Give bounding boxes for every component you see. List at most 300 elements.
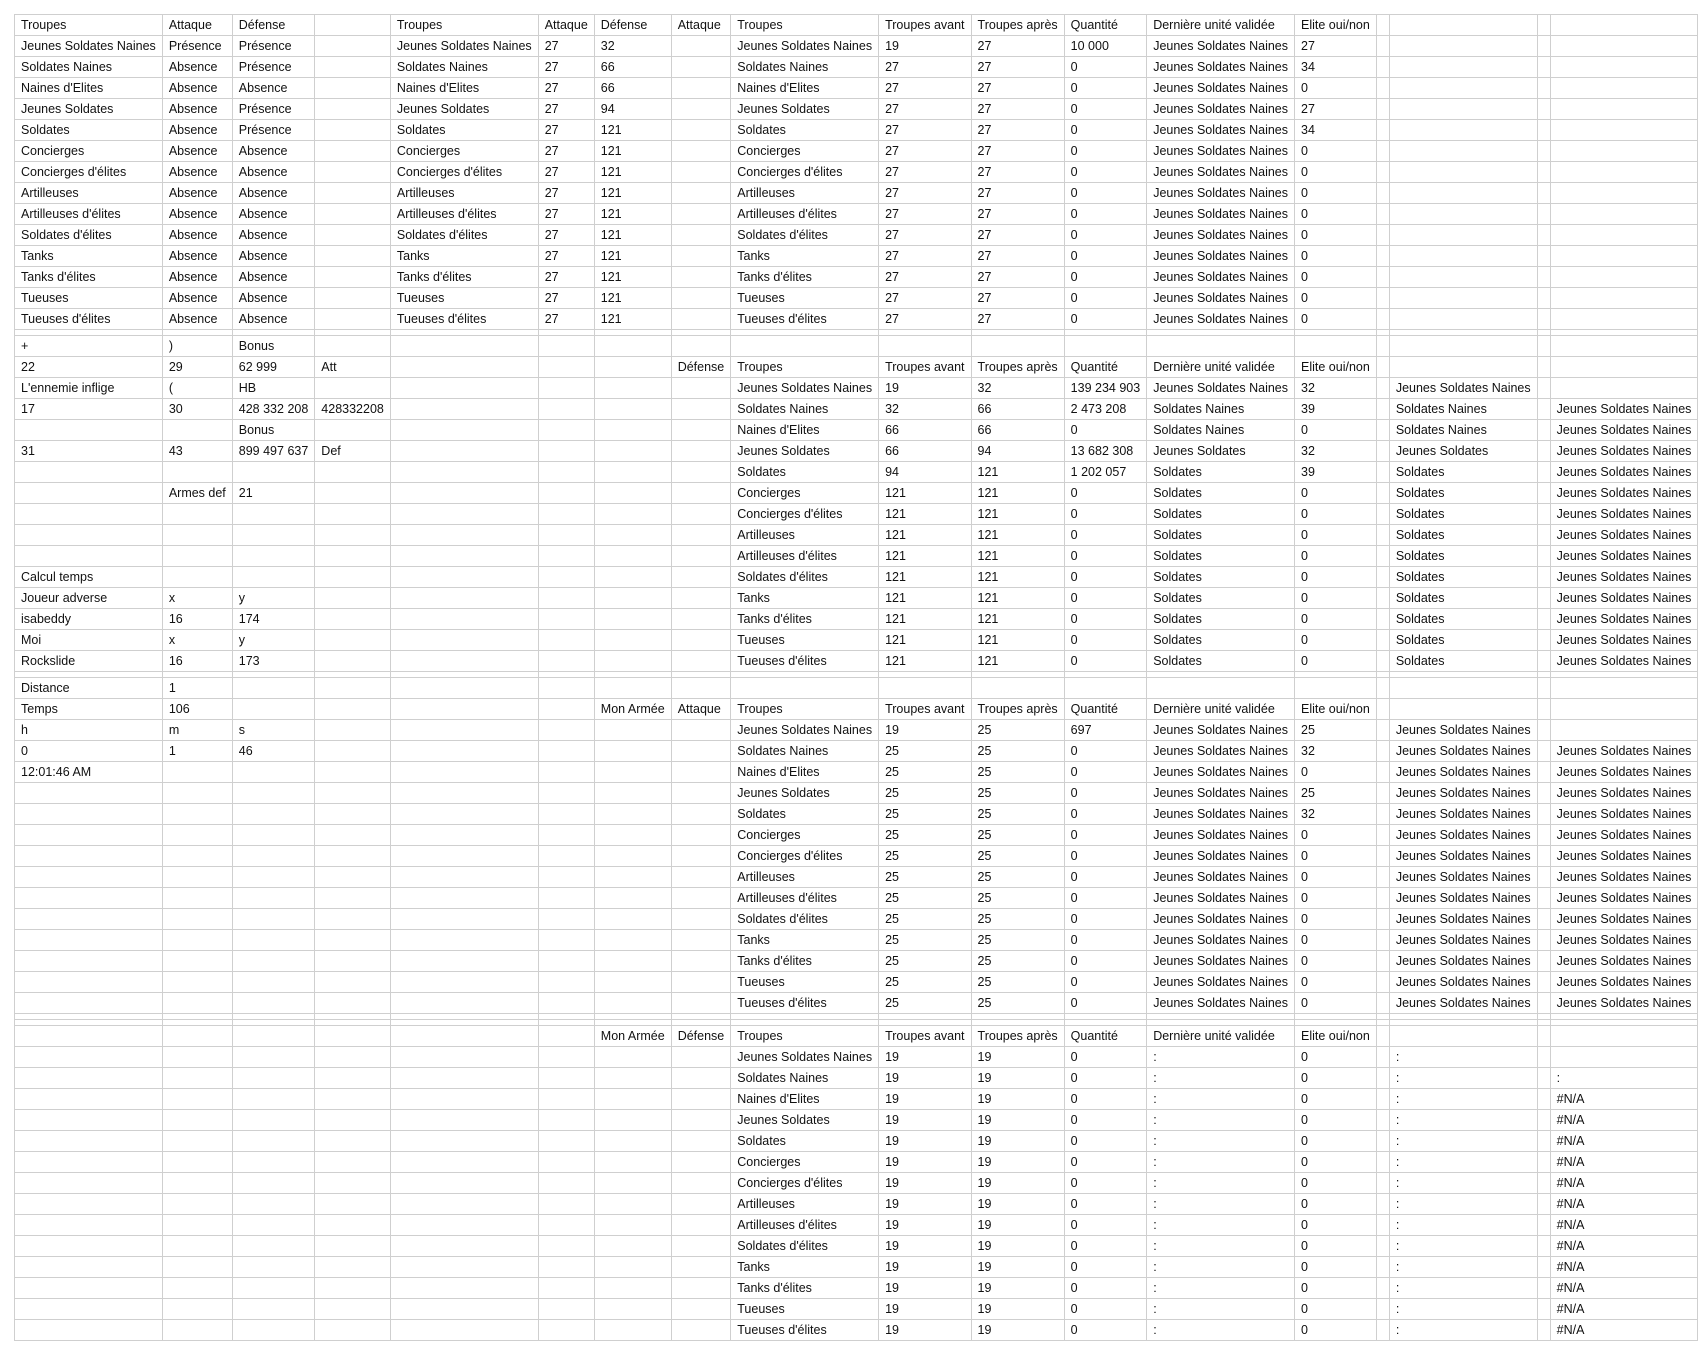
sheet-cell[interactable]: 25	[971, 972, 1064, 993]
sheet-cell[interactable]: 19	[879, 1215, 971, 1236]
sheet-cell[interactable]: 27	[879, 183, 971, 204]
sheet-cell[interactable]: 19	[879, 1152, 971, 1173]
sheet-cell[interactable]: Jeunes Soldates	[731, 1110, 879, 1131]
sheet-cell[interactable]	[390, 420, 538, 441]
sheet-cell[interactable]	[594, 378, 671, 399]
sheet-cell[interactable]	[538, 483, 594, 504]
sheet-cell[interactable]: 27	[971, 246, 1064, 267]
sheet-cell[interactable]: 19	[879, 720, 971, 741]
sheet-cell[interactable]	[162, 525, 232, 546]
sheet-cell[interactable]	[1376, 1299, 1389, 1320]
sheet-cell[interactable]: 32	[594, 36, 671, 57]
sheet-cell[interactable]: 121	[879, 609, 971, 630]
sheet-cell[interactable]	[1376, 825, 1389, 846]
sheet-cell[interactable]	[1537, 525, 1550, 546]
sheet-cell[interactable]: Jeunes Soldates Naines	[1550, 651, 1698, 672]
sheet-cell[interactable]	[15, 930, 163, 951]
sheet-cell[interactable]: 0	[1295, 1278, 1377, 1299]
sheet-cell[interactable]: 25	[879, 888, 971, 909]
sheet-cell[interactable]: 19	[879, 1299, 971, 1320]
sheet-cell[interactable]	[1389, 267, 1537, 288]
sheet-cell[interactable]	[538, 930, 594, 951]
sheet-cell[interactable]: :	[1389, 1194, 1537, 1215]
sheet-cell[interactable]: Jeunes Soldates Naines	[1550, 804, 1698, 825]
sheet-cell[interactable]: 0	[1295, 267, 1377, 288]
sheet-cell[interactable]	[390, 1047, 538, 1068]
sheet-cell[interactable]: Troupes	[390, 15, 538, 36]
sheet-cell[interactable]: Tanks d'élites	[731, 951, 879, 972]
sheet-cell[interactable]: Jeunes Soldates Naines	[1550, 567, 1698, 588]
sheet-cell[interactable]	[232, 1299, 315, 1320]
sheet-cell[interactable]	[390, 630, 538, 651]
sheet-cell[interactable]	[1147, 336, 1295, 357]
sheet-cell[interactable]: Quantité	[1064, 1026, 1147, 1047]
sheet-cell[interactable]	[538, 1215, 594, 1236]
sheet-cell[interactable]: 25	[971, 762, 1064, 783]
sheet-cell[interactable]: 0	[1064, 1194, 1147, 1215]
sheet-cell[interactable]: Attaque	[671, 15, 731, 36]
sheet-cell[interactable]	[1389, 204, 1537, 225]
sheet-cell[interactable]: #N/A	[1550, 1194, 1698, 1215]
sheet-cell[interactable]	[15, 1026, 163, 1047]
sheet-cell[interactable]: Absence	[232, 204, 315, 225]
sheet-cell[interactable]	[671, 1173, 731, 1194]
sheet-cell[interactable]: 32	[1295, 378, 1377, 399]
sheet-cell[interactable]	[594, 1236, 671, 1257]
sheet-cell[interactable]	[538, 1194, 594, 1215]
sheet-cell[interactable]	[1537, 783, 1550, 804]
sheet-cell[interactable]: Soldates Naines	[731, 741, 879, 762]
sheet-cell[interactable]: 0	[1064, 630, 1147, 651]
sheet-cell[interactable]	[315, 1152, 391, 1173]
sheet-cell[interactable]: Troupes après	[971, 699, 1064, 720]
sheet-cell[interactable]	[671, 120, 731, 141]
sheet-cell[interactable]	[232, 825, 315, 846]
sheet-cell[interactable]: Quantité	[1064, 699, 1147, 720]
sheet-cell[interactable]: 0	[1064, 267, 1147, 288]
sheet-cell[interactable]	[538, 1047, 594, 1068]
sheet-cell[interactable]	[390, 546, 538, 567]
sheet-cell[interactable]: 27	[538, 204, 594, 225]
sheet-cell[interactable]	[162, 1089, 232, 1110]
sheet-cell[interactable]	[538, 762, 594, 783]
sheet-cell[interactable]: 25	[971, 846, 1064, 867]
sheet-cell[interactable]: 19	[971, 1068, 1064, 1089]
sheet-cell[interactable]: 0	[1064, 951, 1147, 972]
sheet-cell[interactable]	[594, 483, 671, 504]
sheet-cell[interactable]	[1537, 567, 1550, 588]
sheet-cell[interactable]: 46	[232, 741, 315, 762]
sheet-cell[interactable]: Artilleuses d'élites	[15, 204, 163, 225]
sheet-cell[interactable]: 19	[879, 1173, 971, 1194]
sheet-cell[interactable]	[1537, 225, 1550, 246]
sheet-cell[interactable]: Tueuses d'élites	[731, 651, 879, 672]
sheet-cell[interactable]: Jeunes Soldates Naines	[1147, 888, 1295, 909]
sheet-cell[interactable]	[594, 1173, 671, 1194]
sheet-cell[interactable]: 19	[879, 1089, 971, 1110]
sheet-cell[interactable]: Absence	[232, 225, 315, 246]
sheet-cell[interactable]	[315, 567, 391, 588]
sheet-cell[interactable]	[671, 651, 731, 672]
sheet-cell[interactable]: Troupes avant	[879, 1026, 971, 1047]
sheet-cell[interactable]: 0	[1064, 1257, 1147, 1278]
sheet-cell[interactable]: Artilleuses	[731, 183, 879, 204]
sheet-cell[interactable]	[232, 1194, 315, 1215]
sheet-cell[interactable]	[390, 1152, 538, 1173]
sheet-cell[interactable]	[315, 762, 391, 783]
sheet-cell[interactable]: Jeunes Soldates Naines	[1389, 378, 1537, 399]
sheet-cell[interactable]: 0	[1295, 1110, 1377, 1131]
sheet-cell[interactable]: 27	[538, 120, 594, 141]
sheet-cell[interactable]: Soldates	[731, 120, 879, 141]
sheet-cell[interactable]	[315, 378, 391, 399]
sheet-cell[interactable]	[1537, 741, 1550, 762]
sheet-cell[interactable]	[594, 1215, 671, 1236]
sheet-cell[interactable]	[671, 993, 731, 1014]
sheet-cell[interactable]	[538, 825, 594, 846]
sheet-cell[interactable]	[1376, 783, 1389, 804]
sheet-cell[interactable]: Absence	[162, 120, 232, 141]
sheet-cell[interactable]: Absence	[162, 162, 232, 183]
sheet-cell[interactable]: 27	[538, 309, 594, 330]
sheet-cell[interactable]	[1389, 36, 1537, 57]
sheet-cell[interactable]	[1537, 120, 1550, 141]
sheet-cell[interactable]: 121	[594, 267, 671, 288]
sheet-cell[interactable]: Soldates Naines	[1147, 420, 1295, 441]
sheet-cell[interactable]	[538, 588, 594, 609]
sheet-cell[interactable]: 0	[1064, 972, 1147, 993]
sheet-cell[interactable]	[538, 678, 594, 699]
sheet-cell[interactable]	[1376, 867, 1389, 888]
sheet-cell[interactable]	[594, 1257, 671, 1278]
sheet-cell[interactable]: Jeunes Soldates Naines	[1147, 162, 1295, 183]
sheet-cell[interactable]	[1550, 336, 1698, 357]
sheet-cell[interactable]: Concierges	[731, 141, 879, 162]
sheet-cell[interactable]	[315, 246, 391, 267]
sheet-cell[interactable]: 32	[1295, 804, 1377, 825]
sheet-cell[interactable]	[1537, 483, 1550, 504]
sheet-cell[interactable]	[1376, 1131, 1389, 1152]
sheet-cell[interactable]	[1550, 78, 1698, 99]
sheet-cell[interactable]	[232, 972, 315, 993]
sheet-cell[interactable]	[671, 1194, 731, 1215]
sheet-cell[interactable]	[315, 1278, 391, 1299]
sheet-cell[interactable]	[594, 909, 671, 930]
sheet-cell[interactable]: :	[1147, 1152, 1295, 1173]
sheet-cell[interactable]	[390, 1299, 538, 1320]
sheet-cell[interactable]	[1376, 267, 1389, 288]
sheet-cell[interactable]: Soldates Naines	[15, 57, 163, 78]
sheet-cell[interactable]: :	[1389, 1257, 1537, 1278]
sheet-cell[interactable]	[594, 1278, 671, 1299]
sheet-cell[interactable]	[315, 993, 391, 1014]
sheet-cell[interactable]: Elite oui/non	[1295, 1026, 1377, 1047]
sheet-cell[interactable]: y	[232, 588, 315, 609]
sheet-cell[interactable]: Soldates	[731, 804, 879, 825]
sheet-cell[interactable]: 19	[971, 1089, 1064, 1110]
sheet-cell[interactable]	[671, 1152, 731, 1173]
sheet-cell[interactable]: 19	[971, 1047, 1064, 1068]
sheet-cell[interactable]	[1537, 57, 1550, 78]
sheet-cell[interactable]: 27	[538, 246, 594, 267]
sheet-cell[interactable]: Jeunes Soldates Naines	[1389, 972, 1537, 993]
sheet-cell[interactable]	[671, 183, 731, 204]
sheet-cell[interactable]	[671, 846, 731, 867]
sheet-cell[interactable]: Troupes après	[971, 1026, 1064, 1047]
sheet-cell[interactable]: 25	[879, 993, 971, 1014]
sheet-cell[interactable]: 121	[971, 483, 1064, 504]
sheet-cell[interactable]	[315, 1089, 391, 1110]
sheet-cell[interactable]: 25	[971, 993, 1064, 1014]
sheet-cell[interactable]: Attaque	[538, 15, 594, 36]
sheet-cell[interactable]: 428 332 208	[232, 399, 315, 420]
sheet-cell[interactable]: Soldates	[1389, 546, 1537, 567]
sheet-cell[interactable]: Soldates	[1147, 525, 1295, 546]
sheet-cell[interactable]: Jeunes Soldates Naines	[1550, 546, 1698, 567]
sheet-cell[interactable]: 43	[162, 441, 232, 462]
sheet-cell[interactable]	[1537, 804, 1550, 825]
sheet-cell[interactable]: 32	[879, 399, 971, 420]
sheet-cell[interactable]: Jeunes Soldates Naines	[1147, 762, 1295, 783]
sheet-cell[interactable]	[15, 525, 163, 546]
sheet-cell[interactable]: #N/A	[1550, 1257, 1698, 1278]
sheet-cell[interactable]	[1376, 1152, 1389, 1173]
sheet-cell[interactable]: Soldates Naines	[1147, 399, 1295, 420]
sheet-cell[interactable]: #N/A	[1550, 1299, 1698, 1320]
sheet-cell[interactable]	[1389, 225, 1537, 246]
sheet-cell[interactable]: 25	[971, 783, 1064, 804]
sheet-cell[interactable]: 27	[879, 78, 971, 99]
sheet-cell[interactable]: 39	[1295, 462, 1377, 483]
sheet-cell[interactable]: Jeunes Soldates Naines	[1550, 399, 1698, 420]
sheet-cell[interactable]: 27	[971, 36, 1064, 57]
sheet-cell[interactable]: Troupes	[731, 15, 879, 36]
sheet-cell[interactable]: 0	[1295, 972, 1377, 993]
sheet-cell[interactable]	[1537, 1257, 1550, 1278]
sheet-cell[interactable]	[1537, 162, 1550, 183]
sheet-cell[interactable]: 27	[538, 267, 594, 288]
sheet-cell[interactable]: Soldates	[15, 120, 163, 141]
sheet-cell[interactable]: Dernière unité validée	[1147, 15, 1295, 36]
sheet-cell[interactable]: 25	[879, 951, 971, 972]
sheet-cell[interactable]	[1376, 846, 1389, 867]
sheet-cell[interactable]: Jeunes Soldates Naines	[1147, 246, 1295, 267]
sheet-cell[interactable]	[1376, 483, 1389, 504]
sheet-cell[interactable]	[1376, 993, 1389, 1014]
sheet-cell[interactable]	[390, 357, 538, 378]
sheet-cell[interactable]: 121	[971, 630, 1064, 651]
sheet-cell[interactable]: Def	[315, 441, 391, 462]
sheet-cell[interactable]: 121	[879, 630, 971, 651]
sheet-cell[interactable]	[671, 1236, 731, 1257]
sheet-cell[interactable]: 0	[1295, 1215, 1377, 1236]
sheet-cell[interactable]	[538, 804, 594, 825]
sheet-cell[interactable]: 0	[1064, 867, 1147, 888]
sheet-cell[interactable]: 0	[1064, 609, 1147, 630]
sheet-cell[interactable]	[1537, 141, 1550, 162]
sheet-cell[interactable]	[538, 1257, 594, 1278]
sheet-cell[interactable]: 19	[879, 378, 971, 399]
sheet-cell[interactable]	[162, 888, 232, 909]
sheet-cell[interactable]	[315, 1299, 391, 1320]
sheet-cell[interactable]	[538, 504, 594, 525]
sheet-cell[interactable]	[390, 1278, 538, 1299]
sheet-cell[interactable]: 121	[594, 225, 671, 246]
sheet-cell[interactable]	[671, 420, 731, 441]
sheet-cell[interactable]: y	[232, 630, 315, 651]
sheet-cell[interactable]: 19	[879, 1068, 971, 1089]
sheet-cell[interactable]: Artilleuses	[390, 183, 538, 204]
sheet-cell[interactable]: Tueuses d'élites	[15, 309, 163, 330]
sheet-cell[interactable]: 0	[1295, 288, 1377, 309]
sheet-cell[interactable]	[671, 1257, 731, 1278]
sheet-cell[interactable]	[315, 183, 391, 204]
sheet-cell[interactable]: x	[162, 630, 232, 651]
sheet-cell[interactable]: Jeunes Soldates Naines	[1147, 57, 1295, 78]
sheet-cell[interactable]: 27	[971, 267, 1064, 288]
sheet-cell[interactable]: 19	[879, 1278, 971, 1299]
sheet-cell[interactable]	[315, 1173, 391, 1194]
sheet-cell[interactable]: Soldates	[1147, 609, 1295, 630]
sheet-cell[interactable]: 27	[971, 78, 1064, 99]
sheet-cell[interactable]: 31	[15, 441, 163, 462]
sheet-cell[interactable]	[594, 1299, 671, 1320]
sheet-cell[interactable]	[1147, 678, 1295, 699]
sheet-cell[interactable]	[538, 1068, 594, 1089]
sheet-cell[interactable]: Concierges	[731, 1152, 879, 1173]
sheet-cell[interactable]	[1376, 1173, 1389, 1194]
sheet-cell[interactable]	[1550, 120, 1698, 141]
sheet-cell[interactable]: Jeunes Soldates	[390, 99, 538, 120]
sheet-cell[interactable]: 0	[1295, 225, 1377, 246]
sheet-cell[interactable]: 19	[879, 1257, 971, 1278]
sheet-cell[interactable]: 121	[971, 462, 1064, 483]
sheet-cell[interactable]	[232, 1278, 315, 1299]
sheet-cell[interactable]: Artilleuses	[731, 1194, 879, 1215]
sheet-cell[interactable]: Absence	[162, 78, 232, 99]
sheet-cell[interactable]	[1376, 15, 1389, 36]
sheet-cell[interactable]: 121	[594, 183, 671, 204]
sheet-cell[interactable]	[390, 441, 538, 462]
sheet-cell[interactable]: Jeunes Soldates Naines	[1550, 846, 1698, 867]
sheet-cell[interactable]: Jeunes Soldates Naines	[1147, 720, 1295, 741]
sheet-cell[interactable]	[1376, 78, 1389, 99]
sheet-cell[interactable]: 27	[538, 57, 594, 78]
sheet-cell[interactable]: #N/A	[1550, 1236, 1698, 1257]
sheet-cell[interactable]	[1537, 267, 1550, 288]
sheet-cell[interactable]: Absence	[162, 267, 232, 288]
sheet-cell[interactable]: Absence	[232, 309, 315, 330]
sheet-cell[interactable]: 27	[971, 99, 1064, 120]
sheet-cell[interactable]	[315, 1320, 391, 1341]
sheet-cell[interactable]: Soldates	[1389, 483, 1537, 504]
sheet-cell[interactable]	[1550, 36, 1698, 57]
sheet-cell[interactable]: 25	[971, 867, 1064, 888]
sheet-cell[interactable]	[1537, 888, 1550, 909]
sheet-cell[interactable]: Soldates Naines	[1389, 399, 1537, 420]
sheet-cell[interactable]: x	[162, 588, 232, 609]
sheet-cell[interactable]	[1376, 909, 1389, 930]
sheet-cell[interactable]: Naines d'Elites	[390, 78, 538, 99]
sheet-cell[interactable]	[1376, 678, 1389, 699]
sheet-cell[interactable]: Soldates Naines	[731, 399, 879, 420]
sheet-cell[interactable]: Mon Armée	[594, 699, 671, 720]
sheet-cell[interactable]: Absence	[232, 246, 315, 267]
sheet-cell[interactable]	[1389, 246, 1537, 267]
sheet-cell[interactable]: 0	[1064, 1131, 1147, 1152]
sheet-cell[interactable]	[538, 1299, 594, 1320]
sheet-cell[interactable]	[1376, 288, 1389, 309]
sheet-cell[interactable]	[232, 1152, 315, 1173]
sheet-cell[interactable]: Jeunes Soldates Naines	[1389, 720, 1537, 741]
sheet-cell[interactable]: Soldates	[1389, 504, 1537, 525]
sheet-cell[interactable]	[1550, 141, 1698, 162]
sheet-cell[interactable]: Soldates	[1147, 567, 1295, 588]
sheet-cell[interactable]: Tanks	[731, 588, 879, 609]
sheet-cell[interactable]	[315, 483, 391, 504]
sheet-cell[interactable]	[1537, 99, 1550, 120]
sheet-cell[interactable]	[671, 378, 731, 399]
sheet-cell[interactable]	[1537, 1026, 1550, 1047]
sheet-cell[interactable]: Jeunes Soldates Naines	[1147, 909, 1295, 930]
sheet-cell[interactable]: Jeunes Soldates Naines	[1550, 741, 1698, 762]
sheet-cell[interactable]	[315, 699, 391, 720]
sheet-cell[interactable]: 0	[1064, 1299, 1147, 1320]
sheet-cell[interactable]: Absence	[232, 183, 315, 204]
sheet-cell[interactable]	[15, 1110, 163, 1131]
sheet-cell[interactable]	[671, 288, 731, 309]
sheet-cell[interactable]: Jeunes Soldates Naines	[1147, 783, 1295, 804]
sheet-cell[interactable]	[1537, 951, 1550, 972]
sheet-cell[interactable]: :	[1389, 1068, 1537, 1089]
sheet-cell[interactable]: Tanks	[390, 246, 538, 267]
sheet-cell[interactable]: 25	[1295, 720, 1377, 741]
sheet-cell[interactable]: Troupes avant	[879, 15, 971, 36]
sheet-cell[interactable]: 25	[879, 867, 971, 888]
sheet-cell[interactable]: isabeddy	[15, 609, 163, 630]
sheet-cell[interactable]	[538, 741, 594, 762]
sheet-cell[interactable]	[1376, 762, 1389, 783]
sheet-cell[interactable]: 0	[1295, 246, 1377, 267]
sheet-cell[interactable]	[1537, 288, 1550, 309]
sheet-cell[interactable]: 0	[1064, 846, 1147, 867]
sheet-cell[interactable]: Mon Armée	[594, 1026, 671, 1047]
sheet-cell[interactable]	[1376, 357, 1389, 378]
sheet-cell[interactable]: Soldates	[1147, 462, 1295, 483]
sheet-cell[interactable]	[15, 462, 163, 483]
sheet-cell[interactable]: Jeunes Soldates Naines	[1147, 204, 1295, 225]
sheet-cell[interactable]: Tueuses	[390, 288, 538, 309]
sheet-cell[interactable]: Soldates d'élites	[15, 225, 163, 246]
sheet-cell[interactable]	[162, 762, 232, 783]
sheet-cell[interactable]: HB	[232, 378, 315, 399]
sheet-cell[interactable]	[15, 825, 163, 846]
sheet-cell[interactable]	[538, 1110, 594, 1131]
sheet-cell[interactable]: Jeunes Soldates Naines	[1147, 183, 1295, 204]
sheet-cell[interactable]	[162, 1257, 232, 1278]
sheet-cell[interactable]	[594, 441, 671, 462]
sheet-cell[interactable]	[315, 678, 391, 699]
sheet-cell[interactable]	[232, 762, 315, 783]
sheet-cell[interactable]: 27	[971, 225, 1064, 246]
sheet-cell[interactable]	[162, 993, 232, 1014]
sheet-cell[interactable]: 25	[879, 741, 971, 762]
sheet-cell[interactable]: Tueuses d'élites	[731, 309, 879, 330]
sheet-cell[interactable]: :	[1147, 1089, 1295, 1110]
sheet-cell[interactable]: 121	[594, 162, 671, 183]
sheet-cell[interactable]: 121	[971, 609, 1064, 630]
sheet-cell[interactable]: :	[1550, 1068, 1698, 1089]
